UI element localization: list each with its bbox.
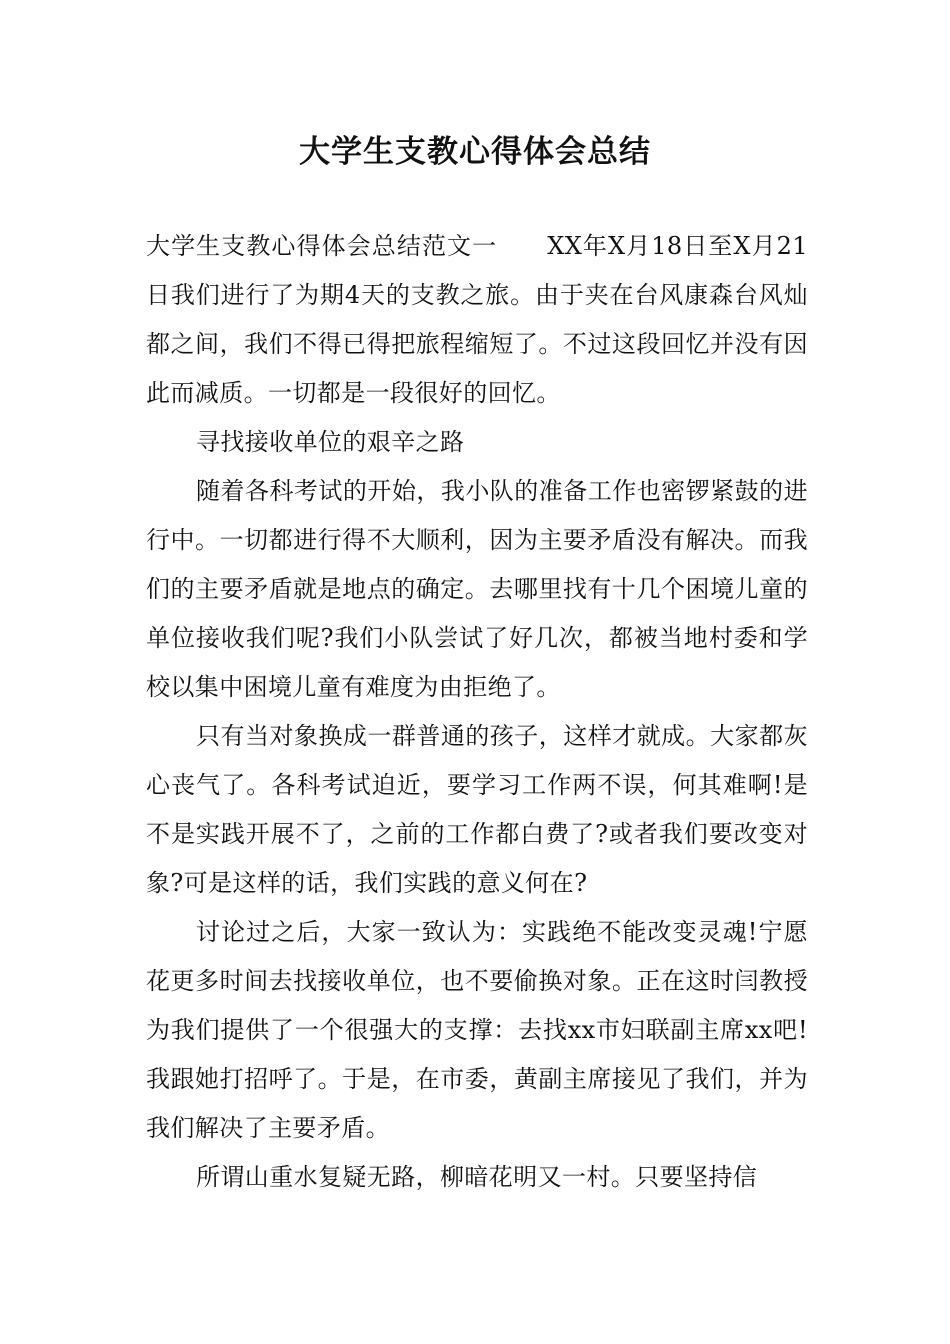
intro-text: XX年X月18日至X月21日我们进行了为期4天的支教之旅。由于夹在台风康森台风灿都之间，我们不得已得把旅程缩短了。不过这段回忆并没有因此而减质。一切都是一段很好的回忆。 [146,232,808,407]
document-title: 大学生支教心得体会总结 [299,134,651,170]
paragraph-intro [146,222,808,418]
intro-lead: 大学生支教心得体会总结范文一 [146,232,498,260]
section-heading: 寻找接收单位的艰辛之路 [196,428,465,456]
paragraph: 随着各科考试的开始，我小队的准备工作也密锣紧鼓的进行中。一切都进行得不大顺利，因为主要矛盾没有解决。而我们的主要矛盾就是地点的确定。去哪里找有十几个困境儿童的单位接收我们呢?我们小队尝试了好几次，都被当地村委和学校以集中困境儿童有难度为由拒绝了。 [146,477,808,701]
paragraph: 只有当对象换成一群普通的孩子，这样才就成。大家都灰心丧气了。各科考试迫近，要学习工作两不误，何其难啊!是不是实践开展不了，之前的工作都白费了?或者我们要改变对象?可是这样的话，我们实践的意义何在? [146,722,808,897]
document-body [146,222,808,1202]
paragraph: 所谓山重水复疑无路，柳暗花明又一村。只要坚持信 [196,1163,758,1191]
paragraph: 讨论过之后，大家一致认为：实践绝不能改变灵魂!宁愿花更多时间去找接收单位，也不要偷换对象。正在这时闫教授为我们提供了一个很强大的支撑：去找xx市妇联副主席xx吧!我跟她打招呼了。于是，在市委，黄副主席接见了我们，并为我们解决了主要矛盾。 [146,918,808,1142]
